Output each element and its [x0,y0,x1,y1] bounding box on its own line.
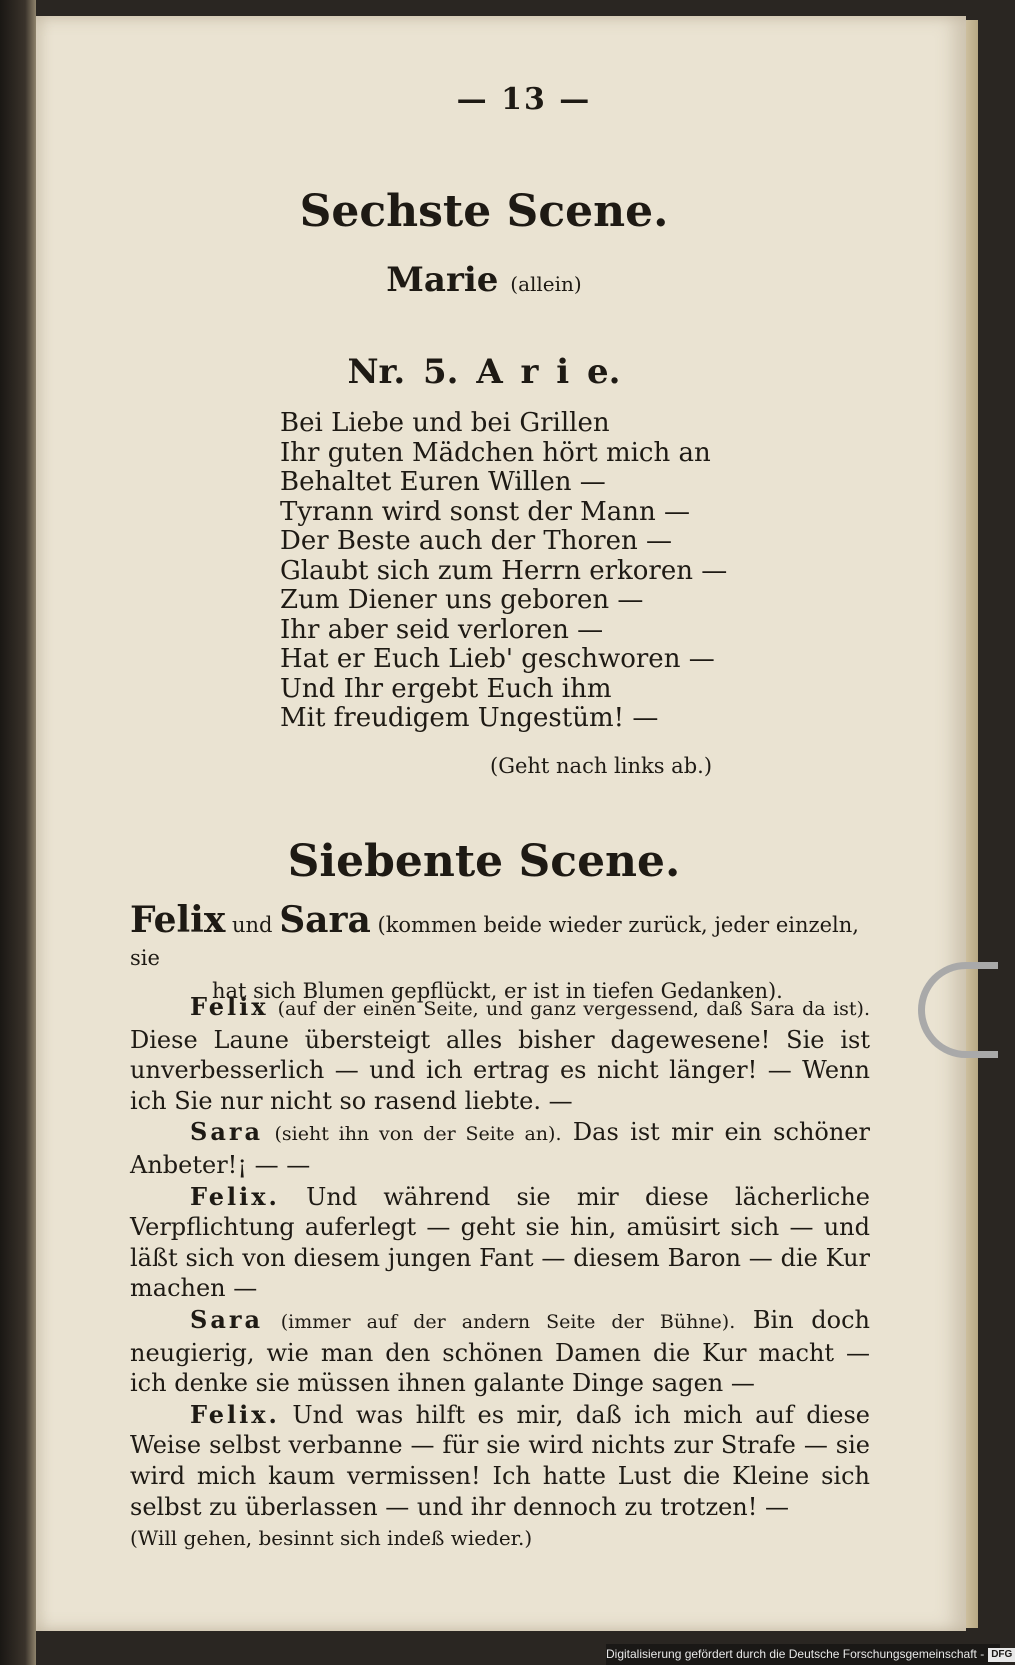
verse-line: Glaubt sich zum Herrn erkoren — [280,555,728,586]
verse-line: Zum Diener uns geboren — [280,585,644,615]
dialogue [130,992,870,1555]
verse-line: Behaltet Euren Willen — [280,467,606,497]
cast-direction-1: (kommen beide wieder zurück, jeder einzeln, sie [130,913,859,970]
speaker-name: Felix. [190,1399,280,1429]
speaker-name: Sara [190,1117,264,1147]
speech-text: Das ist mir ein schöner Anbeter!¡ — — [130,1118,870,1179]
footer-credit [606,1644,1013,1665]
aria-verses [280,409,800,734]
speech [130,1182,870,1304]
speech-direction: (auf der einen Seite, und ganz vergessend, daß Sara da ist). [277,998,870,1020]
character-heading [94,260,874,300]
scene-6-title: Sechste Scene. [299,186,669,237]
speech [130,1400,870,1522]
page-number: — 13 — [456,82,592,117]
speaker-name: Felix. [190,1181,280,1211]
scene-7-title: Siebente Scene. [287,836,681,887]
verse-line: Der Beste auch der Thoren — [280,526,672,556]
speech [130,992,870,1116]
verse-line: Und Ihr ergebt Euch ihm [280,673,612,704]
speech-text: Und während sie mir diese lächerliche Verpflichtung auferlegt — geht sie hin, amüsirt sich — und läßt sich von diesem jungen Fant — diesem Baron — die Kur machen — [130,1182,870,1303]
page-edge [966,20,978,1628]
speech [130,1117,870,1180]
dfg-logo: DFG [988,1648,1015,1662]
book-binding [0,0,36,1665]
speech-text: Bin doch neugierig, wie man den schönen Damen die Kur macht — ich denke sie müssen ihnen galante Dinge sagen — [130,1305,870,1398]
verse-line: Bei Liebe und bei Grillen [280,408,610,438]
footer-text: Digitalisierung gefördert durch die Deutsche Forschungsgemeinschaft - [606,1647,985,1661]
speech-direction: (sieht ihn von der Seite an). [274,1123,562,1146]
verse-line: Ihr guten Mädchen hört mich an [280,437,711,468]
cast-name-felix: Felix [130,899,226,941]
character-note: (allein) [510,272,582,296]
cast-direction-2: hat sich Blumen gepflückt, er ist in tiefen Gedanken). [212,979,783,1003]
verse-line: Tyrann wird sonst der Mann — [280,496,691,527]
speech [130,1305,870,1399]
cast-conjunction: und [232,913,273,937]
speaker-name: Felix [190,992,269,1021]
verse-line: Mit freudigem Ungestüm! — [280,703,659,733]
verse-line: Hat er Euch Lieb' geschworen — [280,644,715,674]
speech-text: Diese Laune übersteigt alles bisher dagewesene! Sie ist unverbesserlich — und ich ertrag es nicht länger! — Wenn ich Sie nur nicht so rasend liebte. — [130,1025,870,1115]
character-name: Marie [386,260,499,300]
speech-text: Und was hilft es mir, daß ich mich auf diese Weise selbst verbanne — für sie wird nichts zur Strafe — sie wird mich kaum vermissen! Ich hatte Lust die Kleine sich selbst zu überlassen — und ihr dennoch zu trotzen! — [130,1400,870,1521]
closing-direction: (Will gehen, besinnt sich indeß wieder.) [130,1526,533,1551]
aria-heading: Nr. 5. A r i e. [347,352,621,392]
stage-direction: (Geht nach links ab.) [490,754,713,778]
book-page [36,16,966,1631]
speech-direction: (immer auf der andern Seite der Bühne). [280,1310,736,1333]
speaker-name: Sara [190,1304,264,1334]
cast-name-sara: Sara [279,899,371,941]
verse-line: Ihr aber seid verloren — [280,614,604,645]
